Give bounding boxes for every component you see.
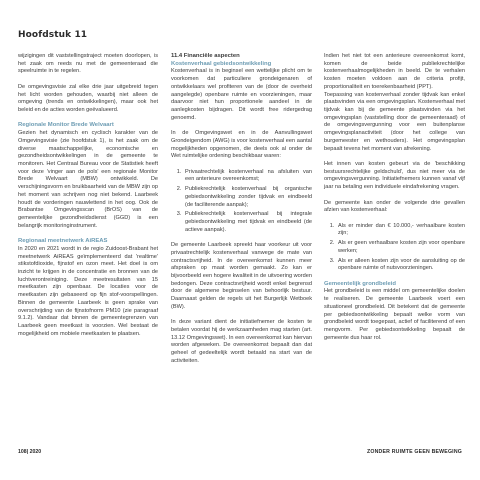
paragraph: wijzigingen dit vaststellingstraject moeten doorlopen, is het zaak om reeds nu met de gemeenteraad die speelruimte in te regelen.	[18, 53, 158, 75]
section-heading-aireas: Regionaal meetnetwerk AiREAS	[18, 238, 108, 245]
paragraph: De omgevingsvisie zal elke drie jaar uitgebreid tegen het licht worden gehouden, waarbij niet alleen de omgeving (trends en ontwikkelingen), maar ook het beleid en de acties worden geëvalueerd.	[18, 83, 158, 113]
column-3	[324, 53, 465, 350]
paragraph: In de Omgevingswet en in de Aanvullingswet Grondeigendom (AWG) is voor kostenverhaal een aantal mogelijkheden opgenomen, die deels ook al onder de Wet ruimtelijke ordening beschikbaar waren:	[171, 130, 312, 160]
paragraph: Kostenverhaal is in beginsel een wettelijke plicht om te voorkomen dat particuliere grondeigenaren of ontwikkelaars wel profiteren van de (door de overheid aangelegde) openbare ruimte en voorzieningen, maar daarvoor niet hun proportionele aandeel in de aanlegkosten bijdragen. Dit wordt free ridergedrag genoemd.	[171, 68, 312, 121]
paragraph: In deze variant dient de initiatiefnemer de kosten te betalen voordat hij de werkzaamheden mag starten (art. 13.12 Omgevingswet). In een overeenkomst kan hiervan worden afgeweken. De overeenkomst bepaalt dan dat geheel of gedeeltelijk wordt betaald na start van de activiteiten.	[171, 319, 312, 364]
list-item: 3. Als er alleen kosten zijn voor de aansluiting op de openbare ruimte of nutsvoorzieningen.	[336, 258, 465, 273]
paragraph: In 2020 en 2021 wordt in de regio Zuidoost-Brabant het meetnetwerk AiREAS geïmplementeerd dat 'realtime' stikstofdioxide, fijnstof en ozon meet. Het doel is om inzicht te krijgen in de concentratie en bronnen van de luchtverontreiniging. Deze meetresultaten van 15 meetkasten zijn openbaar. De locaties voor de meetkasten zijn gebaseerd op fijn stof-voorspellingen. Binnen de gemeente Laarbeek is geen sprake van overschrijding van de fijnstofnorm PM10 (zie paragraaf 9.1.2). Vandaar dat binnen de gemeentegrenzen van Laarbeek geen meetkast is voorzien. Wel bestaat de mogelijkheid om mobiele meetkasten te plaatsen.	[18, 245, 158, 337]
paragraph: Indien het niet tot een anterieure overeenkomst komt, komen de beide publiekrechtelijke kostenverhaalmogelijkheden in beeld. De te verhalen kosten moeten voldoen aan de criteria profijt, proportionaliteit en toerekenbaarheid (PPT).	[324, 53, 465, 90]
paragraph: Het grondbeleid is een middel om gemeentelijke doelen te realiseren. De gemeente Laarbeek voert een situationeel grondbeleid. Dit betekent dat de gemeente per gebiedsontwikkeling bepaalt welke vorm van grondbeleid wordt toegepast, actief of faciliterend of een mengvorm. Per gebiedsontwikkeling bepaalt de gemeente dus haar rol.	[324, 288, 465, 341]
section-heading-kostenverhaal: Kostenverhaal gebiedsontwikkeling	[171, 60, 272, 67]
list-item: 1. Privaatrechtelijk kostenverhaal na afsluiten van een anterieure overeenkomst;	[183, 169, 312, 184]
list-item: 1. Als er minder dan € 10.000,- verhaalbare kosten zijn;	[336, 223, 465, 238]
list-item: 2. Publiekrechtelijk kostenverhaal bij organische gebiedsontwikkeling zonder tijdvak en eindbeeld (de faciliterende aanpak);	[183, 186, 312, 209]
list-item: 3. Publiekrechtelijk kostenverhaal bij integrale gebiedsontwikkeling met tijdvak en eindbeeld (de actieve aanpak).	[183, 211, 312, 234]
section-title-financial: 11.4 Financiële aspecten	[171, 53, 240, 59]
page-number: 108	[18, 449, 27, 455]
numbered-list	[324, 223, 465, 273]
section-heading-monitor: Regionale Monitor Brede Welvaart	[18, 122, 114, 129]
column-2	[171, 53, 312, 373]
publication-title: ZONDER RUIMTE GEEN BEWEGING	[366, 449, 462, 455]
footer-year: 2020	[29, 449, 42, 455]
footer-separator: |	[26, 449, 29, 455]
page-footer-left	[18, 449, 41, 455]
chapter-title: Hoofdstuk 11	[18, 30, 88, 40]
paragraph: Het innen van kosten gebeurt via de 'beschikking bestuursrechtelijke geldschuld', dus niet meer via de omgevingsvergunning. Initiatiefnemers kunnen vanaf vijf jaar na betaling een individuele eindafrekening vragen.	[324, 161, 465, 191]
column-1	[18, 53, 158, 346]
paragraph: Toepassing van kostenverhaal zonder tijdvak kan enkel plaatsvinden via een omgevingsplan. Kostenverhaal met tijdvak kan bij de gemeente plaatsvinden via het omgevingsplan (vaststelling door de gemeenteraad) of de omgevingsvergunning voor een buitenplanse omgevingsplanactiviteit (door het college van burgemeester en wethouders). Het omgevingsplan bepaalt tevens het moment van afrekening.	[324, 91, 465, 152]
paragraph: De gemeente Laarbeek spreekt haar voorkeur uit voor privaatrechtelijk kostenverhaal vanwege de mate van contractsvrijheid. In de overeenkomst kunnen meer afspraken op maat worden gemaakt. Zo kan er bijvoorbeeld een hogere kwaliteit in de uitvoering worden bedongen. Deze contractsvrijheid wordt enkel begrensd door de algemene beginselen van behoorlijk bestuur. Daarnaast gelden de regels uit het Burgerlijk Wetboek (BW).	[171, 242, 312, 310]
paragraph: Gezien het dynamisch en cyclisch karakter van de Omgevingsvisie (zie hoofdstuk 1), is het zaak om de diverse maatschappelijke, economische en gezondheidsontwikkelingen in de gemeente te monitoren. Het Centraal Bureau voor de Statistiek heeft voor deze 'vinger aan de pols' een regionale Monitor Brede Welvaart (MBW) ontwikkeld. De verschijningsvorm en bruikbaarheid van de MBW zijn op het moment van schrijven nog niet bekend. Laarbeek houdt de vorderingen nauwlettend in het oog. Ook de Brabantse Omgevingsscan (BrOS) van de gemeentelijke gezondheidsdienst (GGD) is een belangrijk monitoringinstrument.	[18, 130, 158, 229]
section-heading-grondbeleid: Gemeentelijk grondbeleid	[324, 280, 397, 287]
paragraph: De gemeente kan onder de volgende drie gevallen afzien van kostenverhaal:	[324, 199, 465, 214]
numbered-list	[171, 169, 312, 235]
list-item: 2. Als er geen verhaalbare kosten zijn voor openbare werken;	[336, 240, 465, 255]
